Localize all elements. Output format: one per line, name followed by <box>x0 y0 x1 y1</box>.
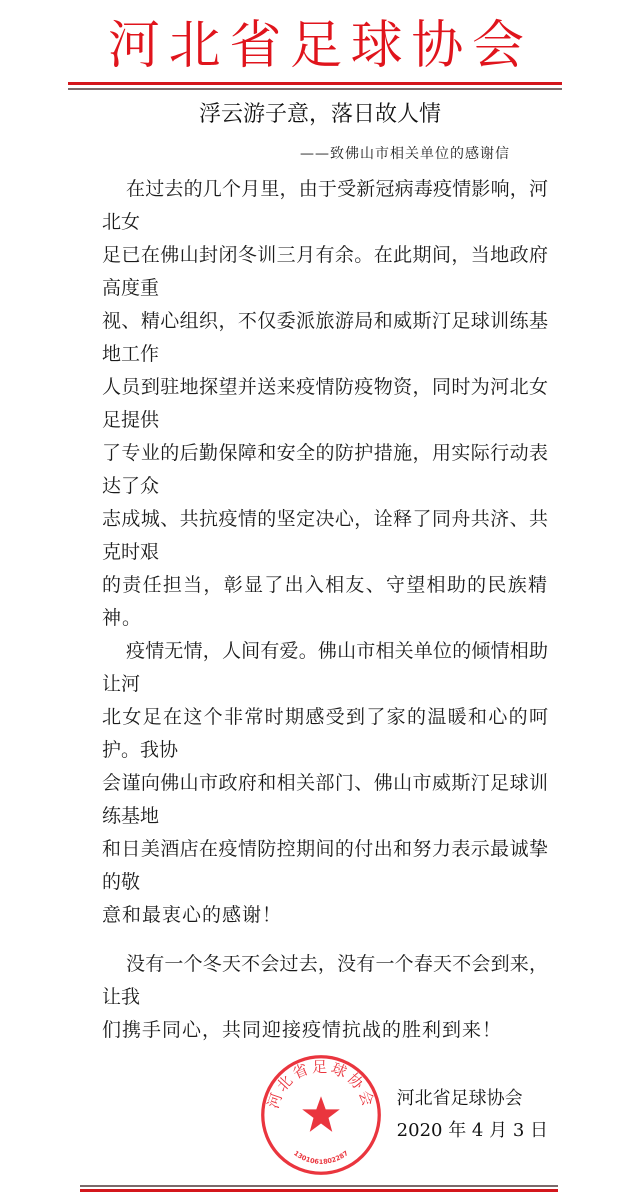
seal-code: 1301061802287 <box>291 1149 350 1166</box>
text-line: 足已在佛山封闭冬训三月有余。在此期间，当地政府高度重 <box>102 244 548 299</box>
signature-organization: 河北省足球协会 <box>396 1088 523 1109</box>
signature-area <box>102 1053 548 1177</box>
footer-divider-thin <box>80 1185 558 1187</box>
text-line: 疫情无情，人间有爱。佛山市相关单位的倾情相助让河 <box>102 640 548 695</box>
official-seal <box>259 1053 383 1177</box>
letter-body <box>102 173 548 1192</box>
text-line: 没有一个冬天不会过去，没有一个春天不会到来，让我 <box>102 953 548 1008</box>
text-line: 们携手同心，共同迎接疫情抗战的胜利到来！ <box>102 1019 503 1041</box>
letterhead-divider <box>68 82 562 85</box>
text-line: 在过去的几个月里，由于受新冠病毒疫情影响，河北女 <box>102 178 548 233</box>
body-paragraph-2 <box>102 635 548 932</box>
text-line: 人员到驻地探望并送来疫情防疫物资，同时为河北女足提供 <box>102 376 548 431</box>
signature-block <box>397 1083 548 1147</box>
body-paragraph-3 <box>102 948 548 1047</box>
seal-star-icon <box>302 1096 340 1132</box>
footer-rules <box>80 1185 558 1192</box>
body-paragraph-1 <box>102 173 548 635</box>
letter-headline: 浮云游子意，落日故人情 <box>198 102 441 127</box>
text-line: 会谨向佛山市政府和相关部门、佛山市威斯汀足球训练基地 <box>102 772 548 827</box>
text-line: 的责任担当，彰显了出入相友、守望相助的民族精神。 <box>102 574 548 629</box>
text-line: 北女足在这个非常时期感受到了家的温暖和心的呵护。我协 <box>102 706 548 761</box>
text-line: 志成城、共抗疫情的坚定决心，诠释了同舟共济、共克时艰 <box>102 508 548 563</box>
text-line: 和日美酒店在疫情防控期间的付出和努力表示最诚挚的敬 <box>102 838 548 893</box>
letterhead-organization: 河北省足球协会 <box>108 16 524 76</box>
signature-date: 2020 年 4 月 3 日 <box>396 1120 548 1141</box>
text-line: 了专业的后勤保障和安全的防护措施，用实际行动表达了众 <box>102 442 548 497</box>
letterhead-divider-thin <box>68 88 562 90</box>
text-line: 视、精心组织，不仅委派旅游局和威斯汀足球训练基地工作 <box>102 310 548 365</box>
text-line: 意和最衷心的感谢！ <box>102 904 283 926</box>
seal-text: 河北省足球协会 <box>263 1057 378 1111</box>
footer-divider <box>80 1189 558 1192</box>
letter-subtitle: ——致佛山市相关单位的感谢信 <box>300 146 510 162</box>
